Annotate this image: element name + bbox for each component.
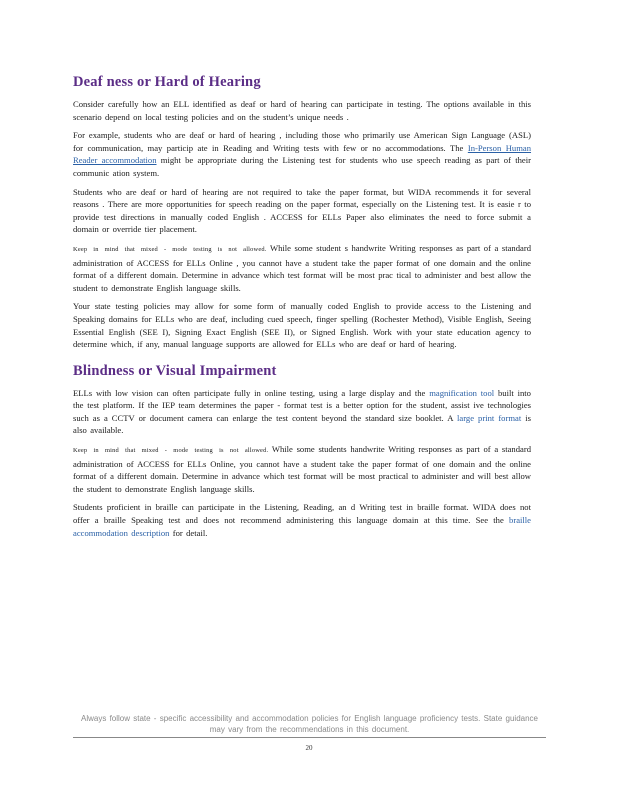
paragraph-deaf-example [73,129,531,179]
heading-blindness-visual-impairment: Blindness or Visual Impairment [73,362,277,379]
footer-note: Always follow state - specific accessibility and accommodation policies for English language proficiency tests. State guidance may vary from the recommendations in this document. [81,714,538,734]
paragraph-blind-braille [73,501,531,539]
text-segment: While some students handwrite Writing responses as part of a standard administration of ACCESS for ELLs Online, you cannot have a student take the paper format of one domain and the online format of a different domain. Determine in advance which test format will be most practical to administer and will best allow the student to demonstrate English language skills. [73,444,532,494]
page-number: 20 [305,744,313,752]
text-segment: is also available. [73,412,531,436]
paragraph-blind-low-vision [73,387,531,437]
text-segment: might be appropriate during the Listening test for students who use speech reading as part of their communic ation system. [73,155,531,178]
paragraph-deaf-intro: Consider carefully how an ELL identified as deaf or hard of hearing can participate in testing. The options available in this scenario depend on local testing policies and on the student’s unique needs . [73,99,531,122]
link-magnification-tool[interactable]: magnification tool [429,387,495,398]
text-segment: Students proficient in braille can participate in the Listening, Reading, an d Writing test in braille format. WIDA does not offer a braille Speaking test and does not recommend administering this language domain at this time. See the [73,502,531,526]
text-segment: For example, students who are deaf or hard of hearing , including those who primarily use American Sign Language (ASL) for communication, may particip ate in Reading and Writing tests with few or no accommodations. The [73,130,531,153]
paragraph-deaf-mixed-mode [73,242,531,294]
text-segment: for detail. [169,527,208,538]
mixed-mode-note: Keep in mind that mixed - mode testing is not allowed. [73,447,269,455]
text-segment: ELLs with low vision can often participate fully in online testing, using a large display and the [73,387,430,398]
link-in-person-human-reader[interactable]: In-Person Human Reader accommodation [73,142,532,166]
mixed-mode-note: Keep in mind that mixed - mode testing is not allowed. [73,245,267,253]
link-large-print-format[interactable]: large print format [457,412,522,423]
link-braille-accommodation-description[interactable]: braille accommodation description [73,515,531,538]
paragraph-deaf-paper-format: Students who are deaf or hard of hearing are not required to take the paper format, but WIDA recommends it for several reasons . There are more opportunities for speech reading on the paper format, especially on the Listening test. It is easie r to provide test directions in manually coded English . ACCESS for ELLs Paper also eliminates the need to force submit a domain or override tier placement. [73,186,531,235]
text-segment: While some student s handwrite Writing responses as part of a standard administration of ACCESS for ELLs Online , you cannot have a student take the paper format of one domain and the online format of a different domain. Determine in advance which test format will be most prac tical to administer and best allow the student to demonstrate English language skills. [73,242,531,293]
text-segment: built into the test platform. If the IEP team determines the paper - format test is a better option for the student, assist ive technologies such as a CCTV or document camera can enlarge the test content beyond the standard size booklet. A [73,387,531,423]
footer-divider [73,737,546,738]
paragraph-deaf-manual-english: Your state testing policies may allow for some form of manually coded English to provide access to the Listening and Speaking domains for ELLs who are deaf, including cued speech, finger spelling (Rochester Method), Visible English, Seeing Essential English (SEE I), Signing Exact English (SEE II), or Signed English. Work with your state education agency to determine which, if any, manual language supports are allowed for ELLs who are deaf or hard of hearing. [73,301,531,350]
page-content [73,70,531,545]
heading-deaf-hard-of-hearing: Deaf ness or Hard of Hearing [73,74,261,90]
paragraph-blind-mixed-mode [73,443,531,495]
